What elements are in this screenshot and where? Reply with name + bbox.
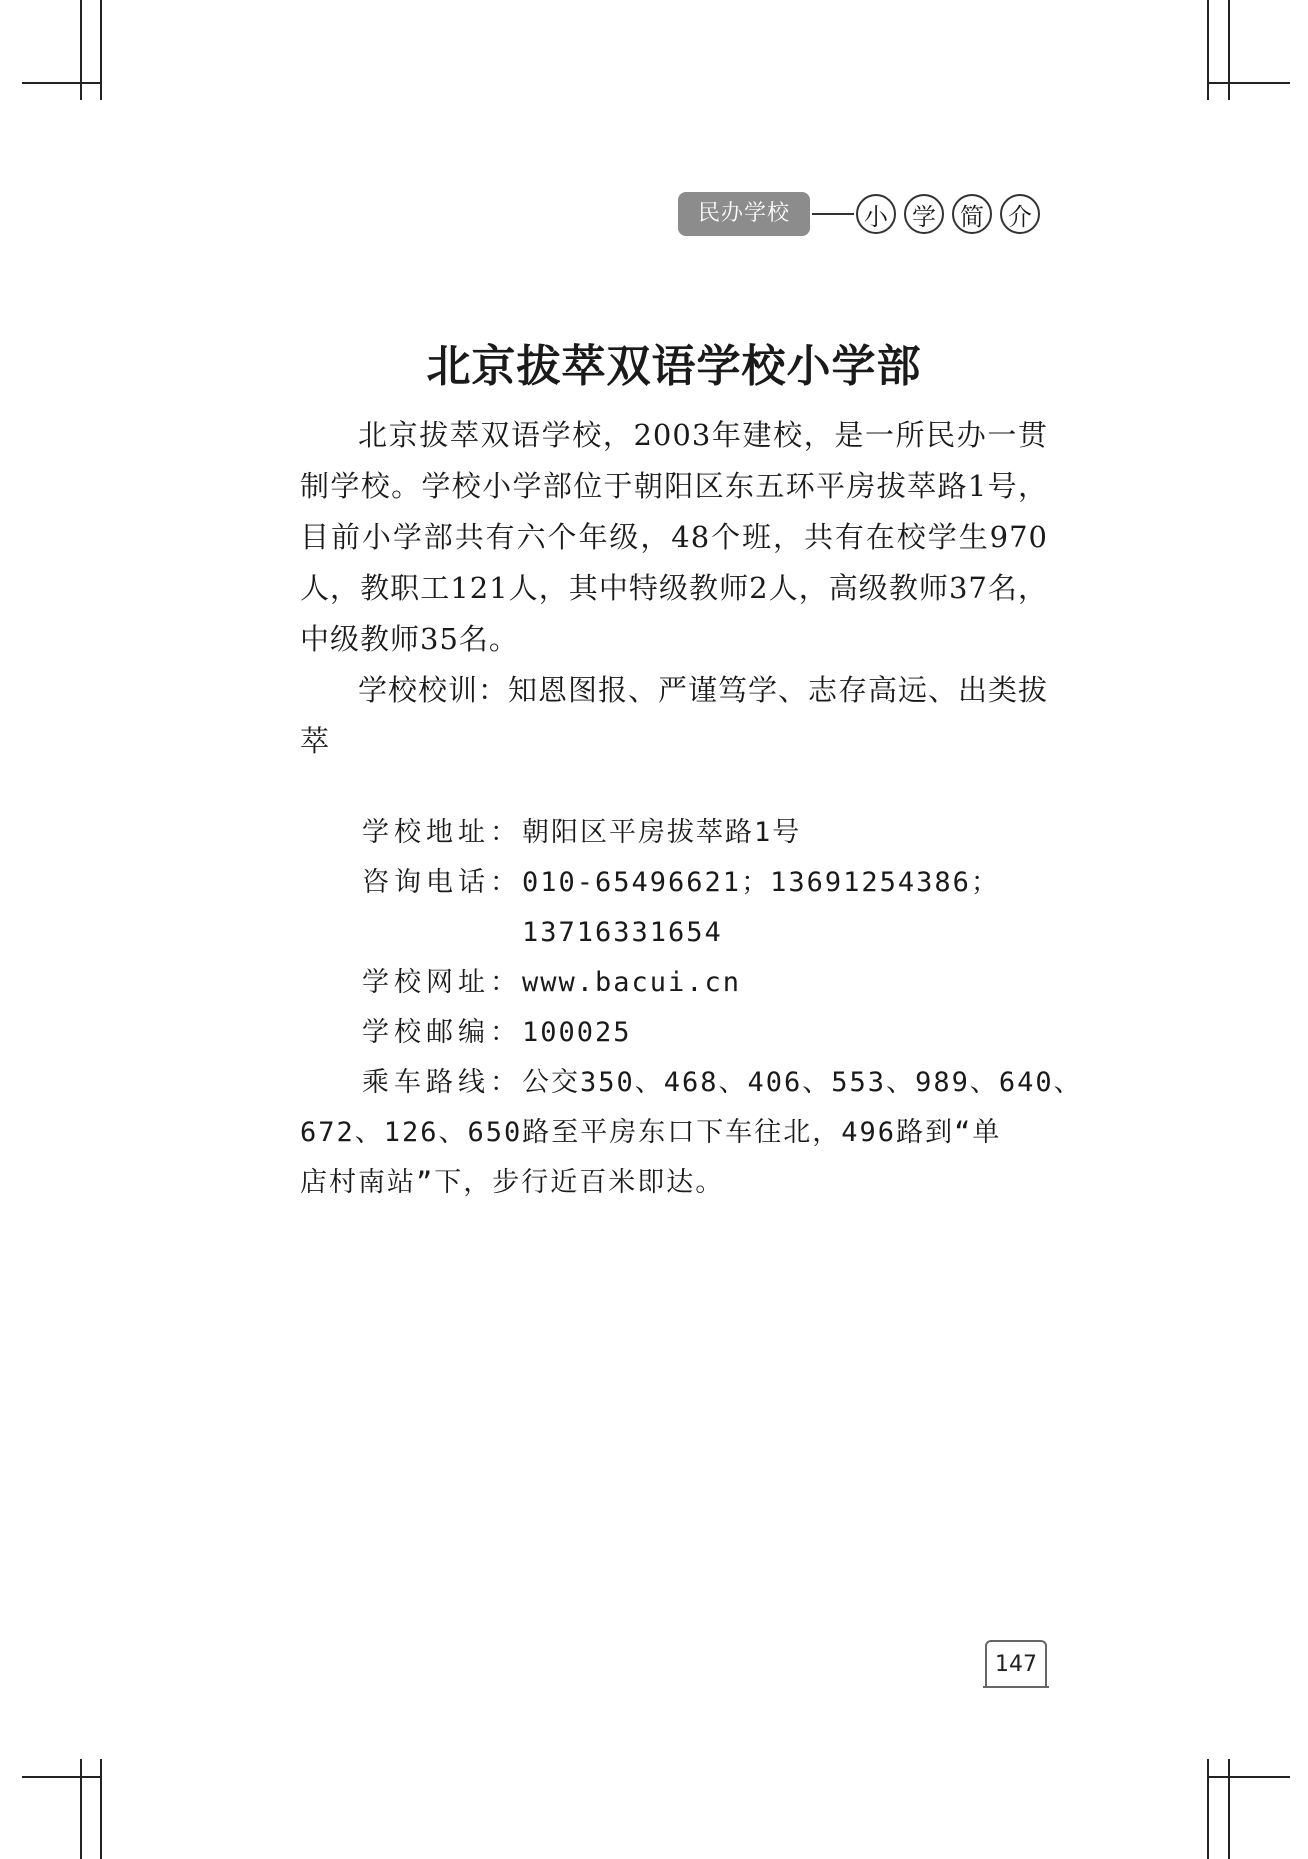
website-value: www.bacui.cn [522,967,742,998]
crop-mark [1228,1759,1230,1859]
crop-mark [100,1759,102,1859]
crop-mark [80,0,82,100]
intro-paragraph: 北京拔萃双语学校，2003年建校，是一所民办一贯制学校。学校小学部位于朝阳区东五环平房拔萃路1号，目前小学部共有六个年级，48个班，共有在校学生970人，教职工121人，其中特级教师2人，高级教师37名，中级教师35名。 [300,418,1048,656]
website-row [300,958,1060,1008]
page-title: 北京拔萃双语学校小学部 [426,341,922,392]
section-circles [856,194,1040,234]
book-icon [983,1686,1049,1692]
route-label: 乘车路线： [362,1067,522,1098]
crop-mark [22,1776,102,1778]
page-number: 147 [985,1640,1047,1686]
phone-value: 010-65496621；13691254386； [522,867,1000,898]
body-text [300,410,1048,767]
header-dash [812,213,854,215]
motto-paragraph: 学校校训：知恩图报、严谨笃学、志存高远、出类拔萃 [300,673,1049,758]
address-label: 学校地址： [362,817,522,848]
crop-mark [80,1759,82,1859]
phone-row [300,858,1060,908]
route-value: 公交350、468、406、553、989、640、 [522,1067,1083,1098]
section-tag: 民办学校 [678,192,810,236]
route-line-3: 店村南站”下，步行近百米即达。 [300,1167,725,1198]
circle-char: 简 [952,194,992,234]
running-header [678,192,1040,236]
crop-mark [100,0,102,100]
crop-mark [1208,1776,1290,1778]
postcode-value: 100025 [522,1017,632,1048]
address-row [300,808,1060,858]
circle-char: 介 [1000,194,1040,234]
phone-label: 咨询电话： [362,867,522,898]
crop-mark [1208,82,1290,84]
crop-mark [1207,1759,1209,1859]
postcode-row [300,1008,1060,1058]
crop-mark [1207,0,1209,100]
circle-char: 小 [856,194,896,234]
address-value: 朝阳区平房拔萃路1号 [522,817,802,848]
route-row [300,1058,1083,1108]
crop-mark [1228,0,1230,100]
route-line-2: 672、126、650路至平房东口下车往北，496路到“单 [300,1117,1002,1148]
contact-info [300,808,1083,1208]
phone-row-continued [300,908,1060,958]
crop-mark [22,82,102,84]
postcode-label: 学校邮编： [362,1017,522,1048]
website-label: 学校网址： [362,967,522,998]
phone-value-2: 13716331654 [522,917,723,948]
circle-char: 学 [904,194,944,234]
